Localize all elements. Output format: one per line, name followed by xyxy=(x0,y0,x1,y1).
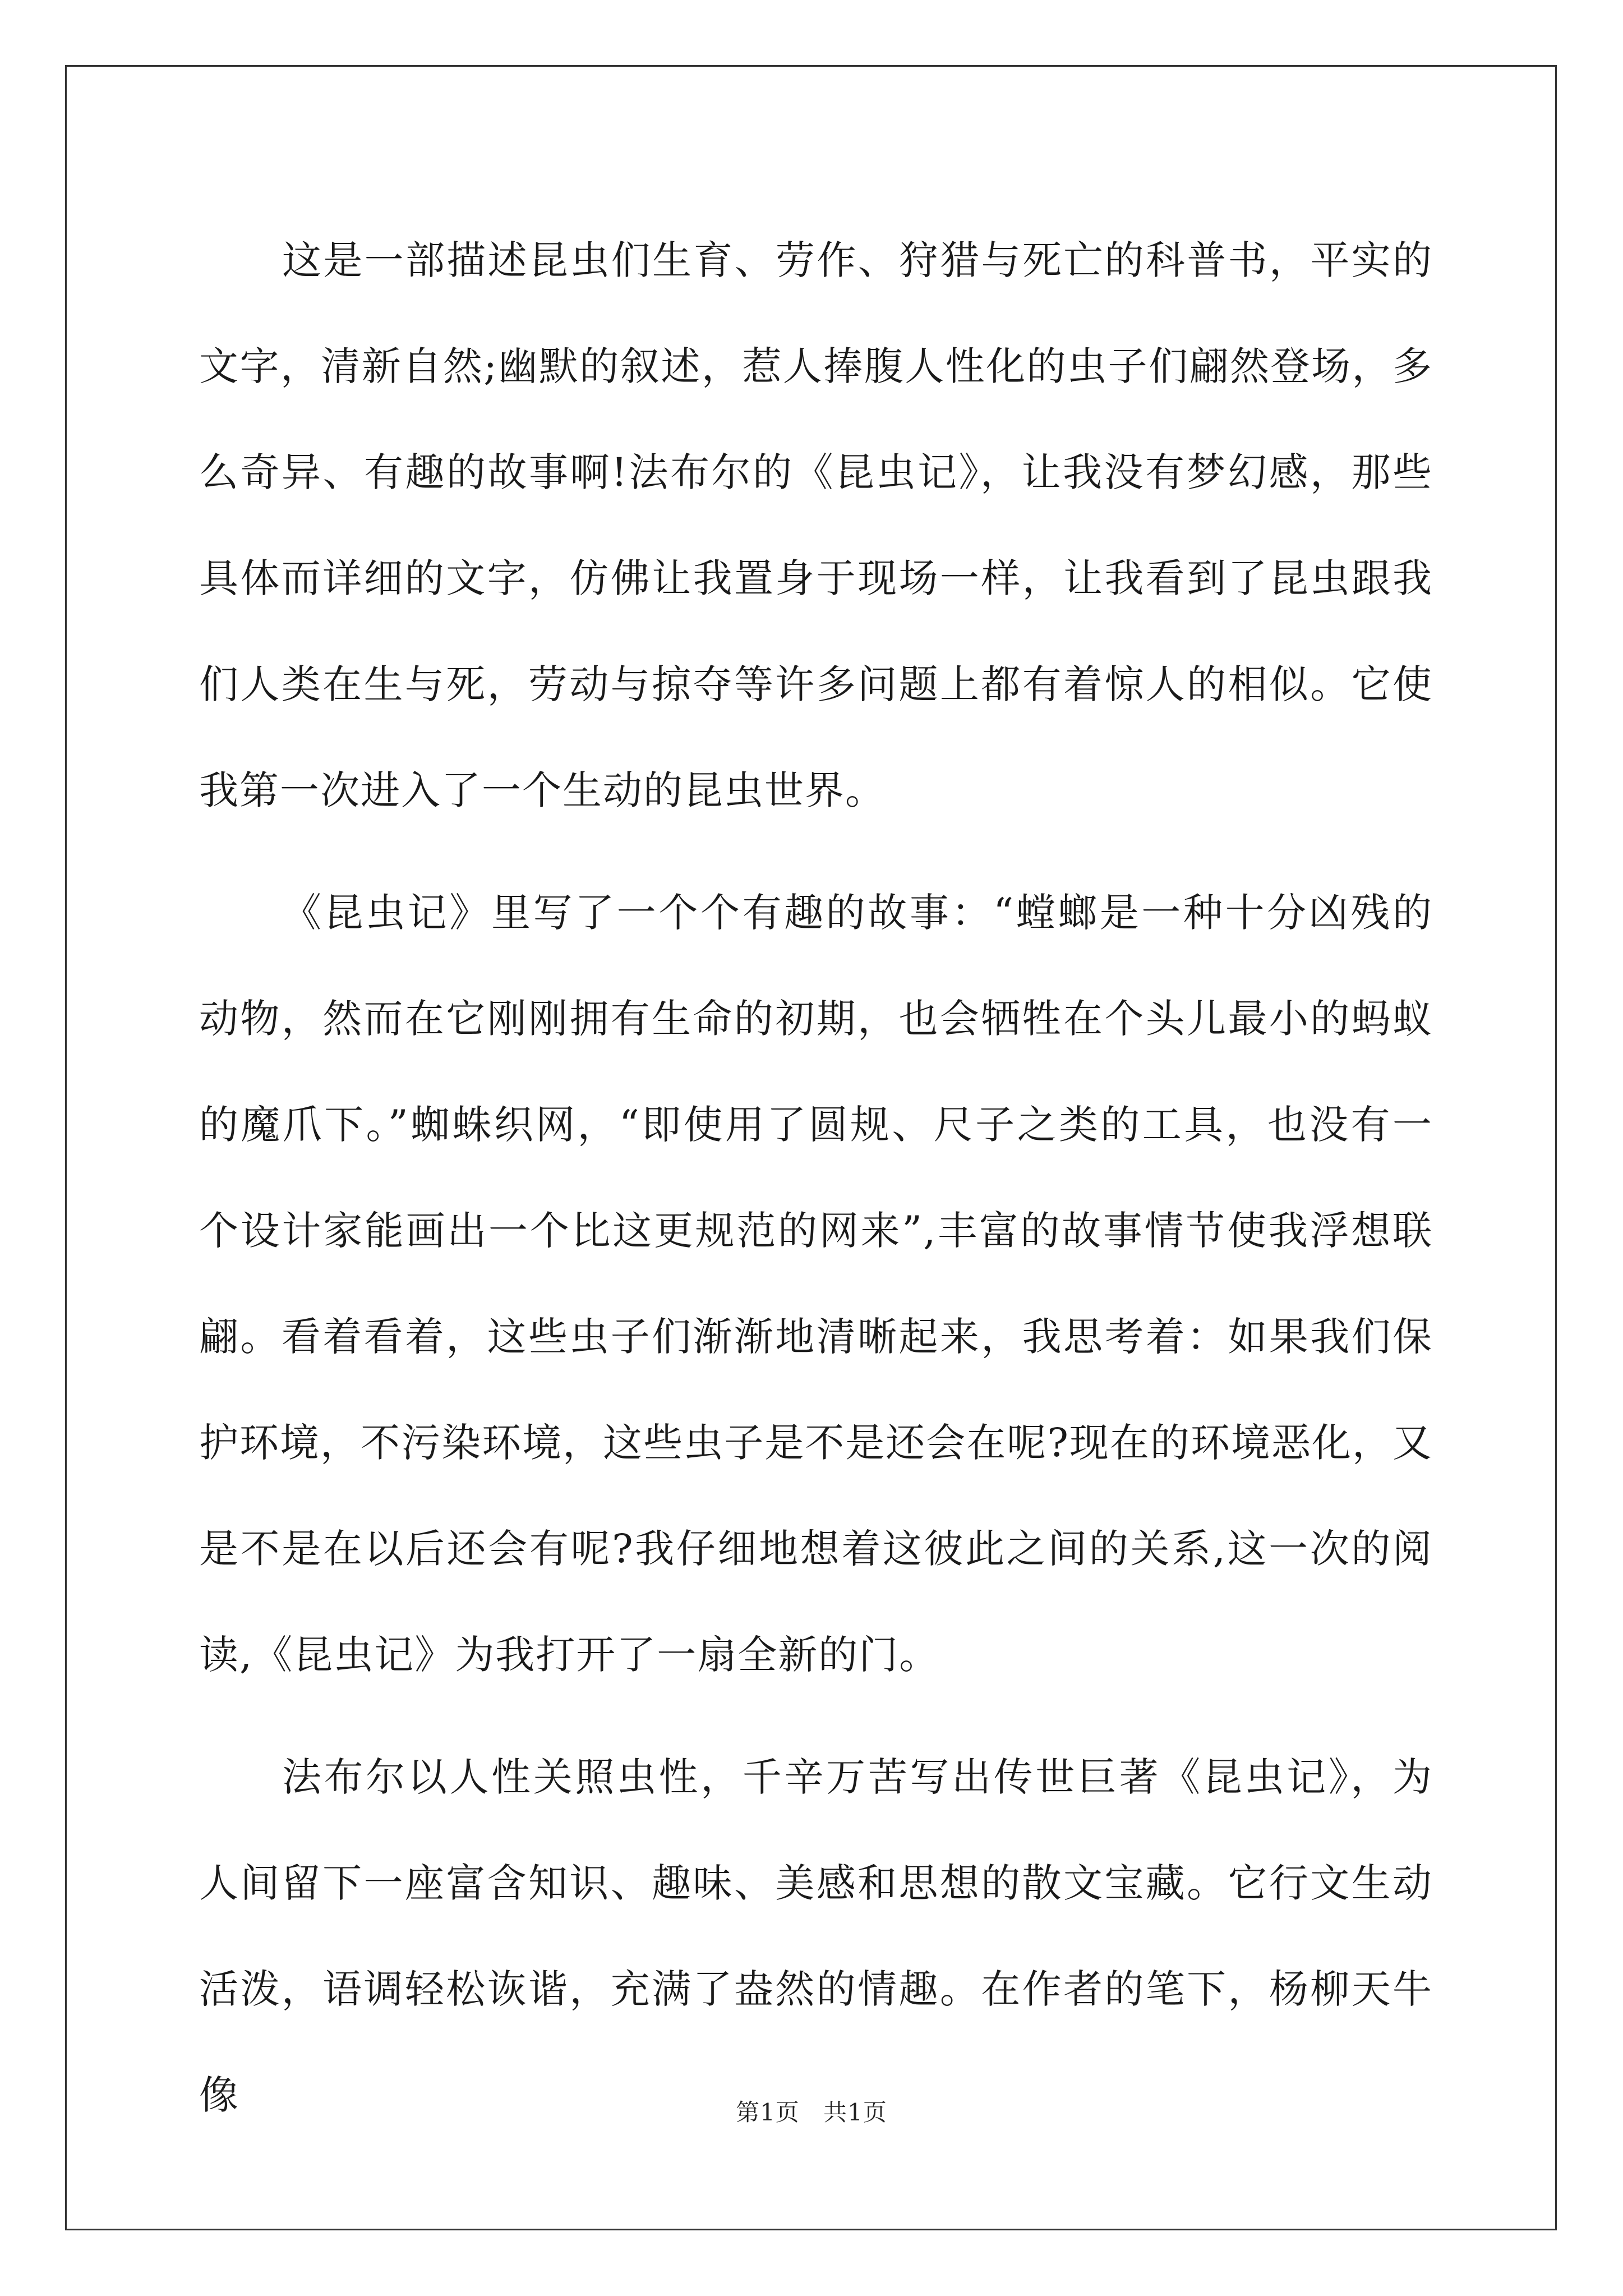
document-body xyxy=(199,208,1433,2165)
page-number-current: 第1页 xyxy=(736,2099,800,2126)
paragraph-1: 这是一部描述昆虫们生育、劳作、狩猎与死亡的科普书，平实的文字，清新自然;幽默的叙述，惹人捧腹人性化的虫子们翩然登场，多么奇异、有趣的故事啊!法布尔的《昆虫记》，让我没有梦幻感，那些具体而详细的文字，仿佛让我置身于现场一样，让我看到了昆虫跟我们人类在生与死，劳动与掠夺等许多问题上都有着惊人的相似。它使我第一次进入了一个生动的昆虫世界。 xyxy=(199,237,1433,813)
page-number-total: 共1页 xyxy=(823,2099,887,2126)
paragraph-2: 《昆虫记》里写了一个个有趣的故事：“螳螂是一种十分凶残的动物，然而在它刚刚拥有生命的初期，也会牺牲在个头儿最小的蚂蚁的魔爪下。”蜘蛛织网，“即使用了圆规、尺子之类的工具，也没有一个设计家能画出一个比这更规范的网来”,丰富的故事情节使我浮想联翩。看着看着，这些虫子们渐渐地清晰起来，我思考着：如果我们保护环境，不污染环境，这些虫子是不是还会在呢?现在的环境恶化，又是不是在以后还会有呢?我仔细地想着这彼此之间的关系,这一次的阅读,《昆虫记》为我打开了一扇全新的门。 xyxy=(199,890,1433,1678)
paragraph-3: 法布尔以人性关照虫性，千辛万苦写出传世巨著《昆虫记》，为人间留下一座富含知识、趣味、美感和思想的散文宝藏。它行文生动活泼，语调轻松诙谐，充满了盎然的情趣。在作者的笔下，杨柳天牛像 xyxy=(199,1754,1433,2118)
page-footer xyxy=(0,2094,1623,2128)
